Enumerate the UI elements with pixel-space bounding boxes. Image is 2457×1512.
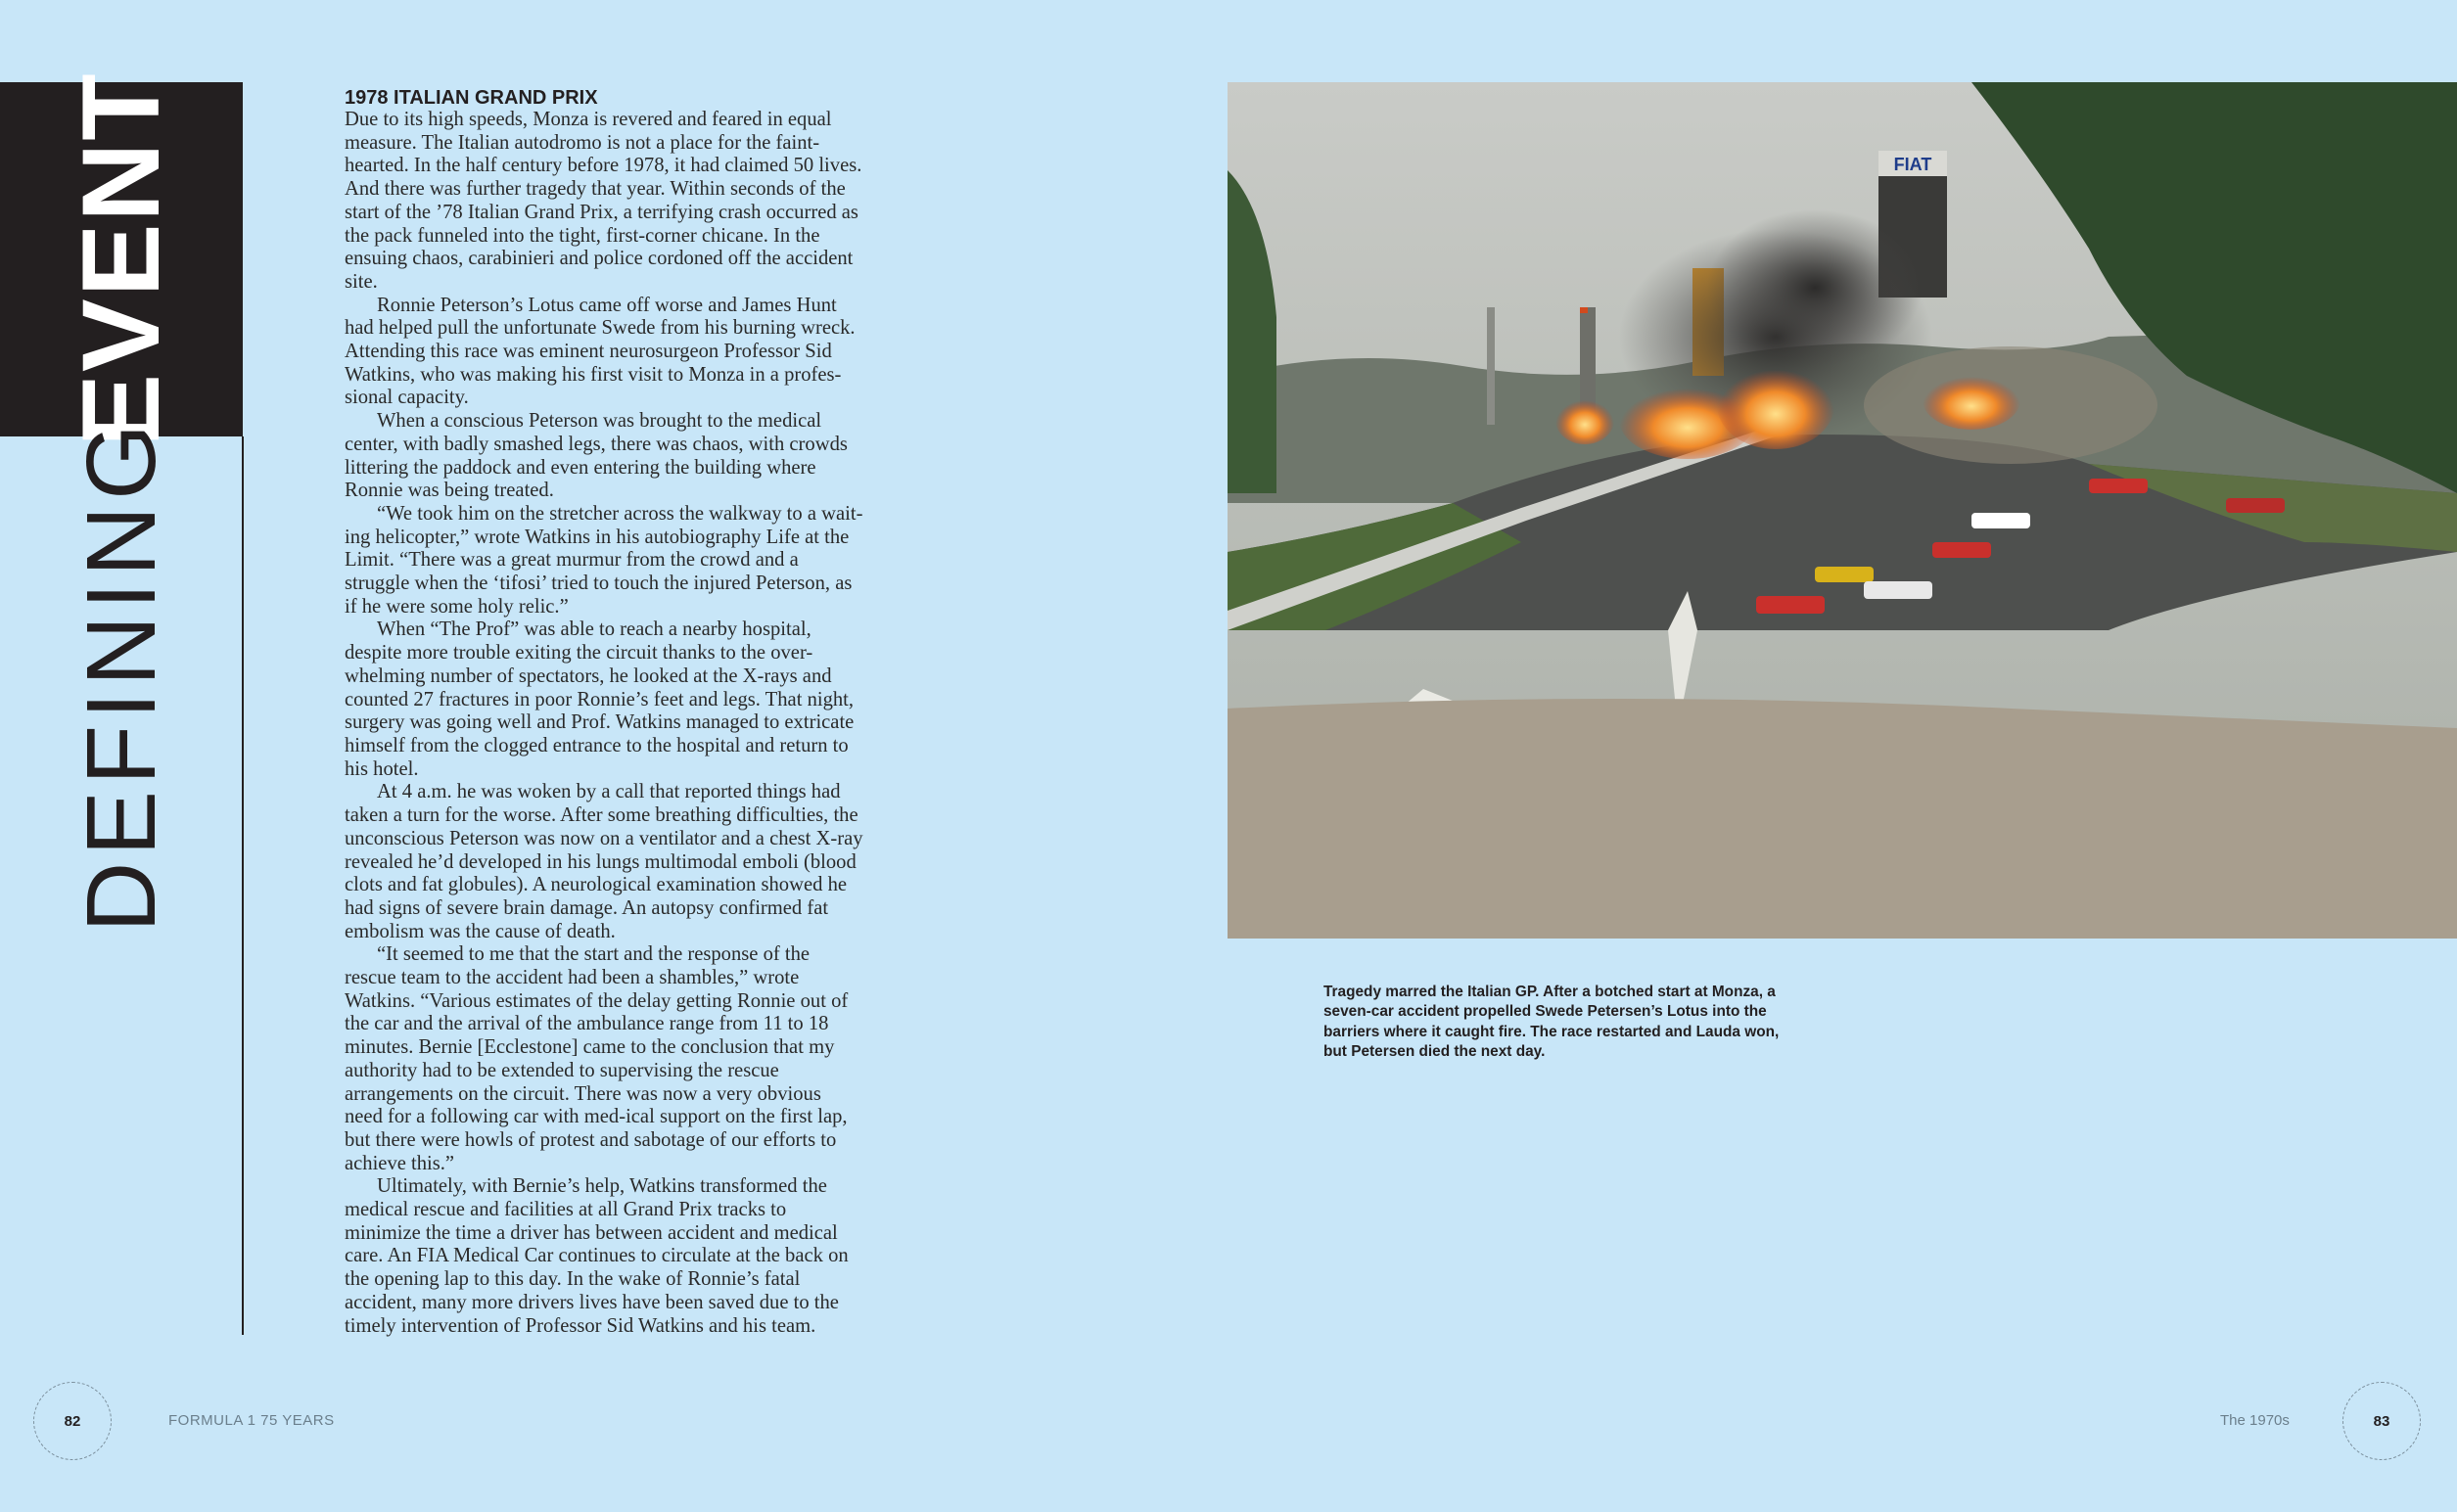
article-paragraph: Ultimately, with Bernie’s help, Watkins transformed the medical rescue and facilities at all Grand Prix tracks to minimize the time a driver has between accident and medical care. An FIA Medical Car continues to circulate at the back on the opening lap to this day. In the wake of Ronnie’s fatal accident, many more drivers lives have been saved due to the timely intervention of Professor Sid Watkins and his team. [345,1175,849,1337]
article-heading: 1978 ITALIAN GRAND PRIX [345,87,598,109]
crash-photo [1228,82,2457,939]
spine-word-defining: DEFINING [67,418,176,933]
article-paragraph: Ronnie Peterson’s Lotus came off worse and James Hunt had helped pull the unfortunate Swede from his burning wreck. Attending this race was eminent neurosurgeon Professor Sid Watkins, who was making his first visit to Monza in a profes-sional capacity. [345,294,856,409]
photo-caption: Tragedy marred the Italian GP. After a botched start at Monza, a seven-car accident propelled Swede Petersen’s Lotus into the barriers where it caught fire. The race restarted and Lauda won, but Petersen died the next day. [1323,984,1780,1060]
article-paragraph: At 4 a.m. he was woken by a call that reported things had taken a turn for the worse. After some breathing difficulties, the unconscious Peterson was now on a ventilator and a chest X-ray revealed he’d developed in his lungs multimodal emboli (blood clots and fat globules). A neurological examination showed he had signs of severe brain damage. An autopsy confirmed fat embolism was the cause of death. [345,781,863,942]
article-paragraph: Due to its high speeds, Monza is revered and feared in equal measure. The Italian autodromo is not a place for the faint-hearted. In the half century before 1978, it had claimed 50 lives. And there was further tragedy that year. Within seconds of the start of the ’78 Italian Grand Prix, a terrifying crash occurred as the pack funneled into the tight, first-corner chicane. In the ensuing chaos, carabinieri and police cordoned off the accident site. [345,109,862,293]
running-head-right: The 1970s [2220,1412,2290,1429]
running-head-left: FORMULA 1 75 YEARS [168,1412,335,1429]
fiat-sign-text: FIAT [1893,155,1932,174]
page-number-left: 82 [33,1382,112,1460]
article-paragraph: “It seemed to me that the start and the response of the rescue team to the accident had been a shambles,” wrote Watkins. “Various estimates of the delay getting Ronnie out of the car and the arrival of the ambulance range from 11 to 18 minutes. Bernie [Ecclestone] came to the conclusion that my authority had to be extended to supervising the rescue arrangements on the circuit. There was now a very obvious need for a following car with med-ical support on the first lap, but there were howls of protest and sabotage of our efforts to achieve this.” [345,943,849,1174]
spine-rule [242,436,244,1335]
article-paragraph: When “The Prof” was able to reach a nearby hospital, despite more trouble exiting the circuit thanks to the over-whelming number of spectators, he looked at the X-rays and counted 27 fractures in poor Ronnie’s feet and legs. That night, surgery was going well and Prof. Watkins managed to extricate himself from the clogged entrance to the hospital and return to his hotel. [345,619,855,780]
crash-photo-illustration [1228,82,2457,939]
article-paragraph: When a conscious Peterson was brought to the medical center, with badly smashed legs, there was chaos, with crowds littering the paddock and even entering the building where Ronnie was being treated. [345,410,848,502]
article [345,86,863,1338]
article-paragraph: “We took him on the stretcher across the walkway to a wait-ing helicopter,” wrote Watkins in his autobiography Life at the Limit. “There was a great murmur from the crowd and a struggle when the ‘tifosi’ tried to touch the injured Peterson, as if he were some holy relic.” [345,502,863,618]
spine-word-event: EVENT [60,71,182,447]
page-number-right: 83 [2342,1382,2421,1460]
